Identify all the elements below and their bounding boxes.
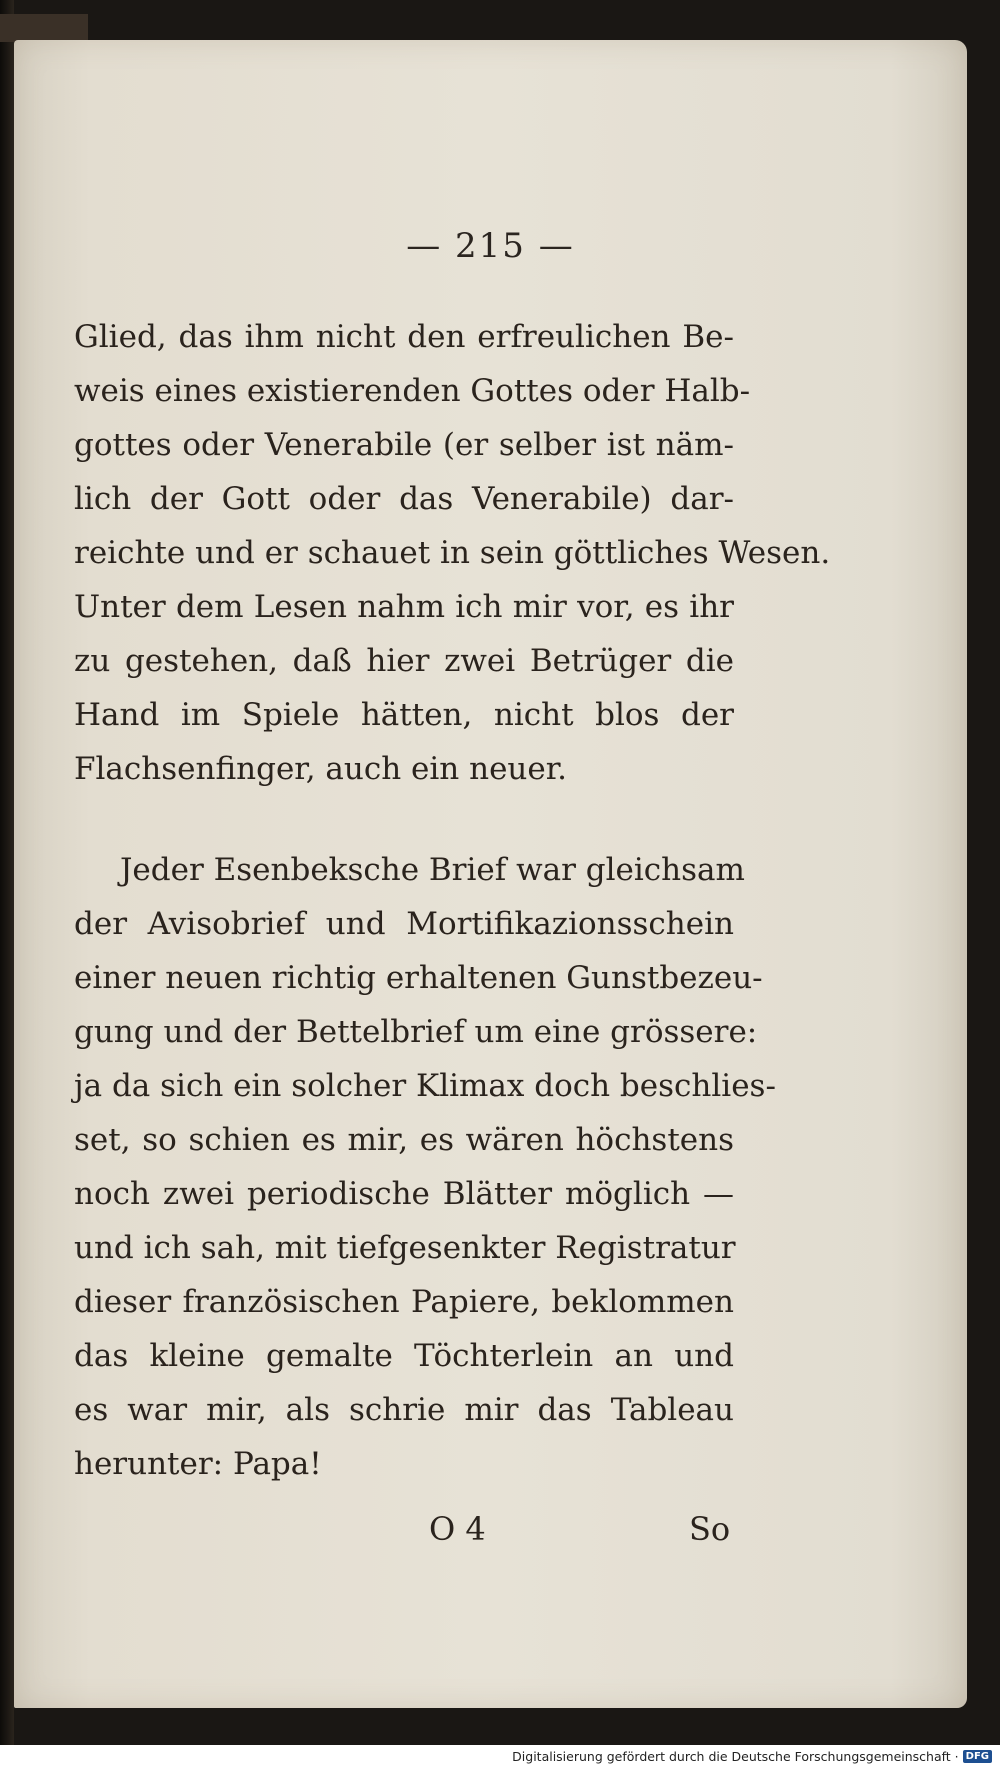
credit-text: Digitalisierung gefördert durch die Deutsche Forschungsgemeinschaft ·: [512, 1749, 959, 1764]
text-line: lich der Gott oder das Venerabile) dar-: [74, 481, 734, 517]
text-line: herunter: Papa!: [74, 1446, 322, 1482]
text-line: und ich sah, mit tiefgesenkter Registratur: [74, 1230, 736, 1266]
text-line: Jeder Esenbeksche Brief war gleichsam: [120, 852, 745, 888]
text-line: Hand im Spiele hätten, nicht blos der: [74, 697, 734, 733]
catchword: So: [689, 1510, 731, 1548]
paragraph-2: [74, 843, 776, 1491]
text-line: weis eines existierenden Gottes oder Halb-: [74, 373, 751, 409]
text-line: einer neuen richtig erhaltenen Gunstbezeu-: [74, 960, 763, 996]
text-line: ja da sich ein solcher Klimax doch beschlies-: [74, 1068, 776, 1104]
dfg-logo: DFG: [963, 1750, 992, 1763]
cover-edge: [0, 14, 88, 42]
signature-mark: O 4: [429, 1510, 486, 1548]
book-spine-edge: [0, 0, 14, 1769]
text-line: reichte und er schauet in sein göttliches Wesen.: [74, 535, 831, 571]
book-page: [14, 40, 967, 1708]
text-line: set, so schien es mir, es wären höchstens: [74, 1122, 734, 1158]
text-line: gung und der Bettelbrief um eine grössere:: [74, 1014, 758, 1050]
text-line: Unter dem Lesen nahm ich mir vor, es ihr: [74, 589, 734, 625]
paragraph-1: [74, 310, 831, 796]
text-line: noch zwei periodische Blätter möglich —: [74, 1176, 734, 1212]
text-line: gottes oder Venerabile (er selber ist näm-: [74, 427, 734, 463]
text-line: der Avisobrief und Mortifikazionsschein: [74, 906, 734, 942]
text-line: zu gestehen, daß hier zwei Betrüger die: [74, 643, 734, 679]
text-line: es war mir, als schrie mir das Tableau: [74, 1392, 734, 1428]
digitization-credit: [512, 1749, 992, 1764]
text-line: das kleine gemalte Töchterlein an und: [74, 1338, 734, 1374]
text-line: Flachsenfinger, auch ein neuer.: [74, 751, 568, 787]
page-number-header: — 215 —: [406, 226, 575, 266]
text-line: Glied, das ihm nicht den erfreulichen Be-: [74, 319, 734, 355]
text-line: dieser französischen Papiere, beklommen: [74, 1284, 734, 1320]
